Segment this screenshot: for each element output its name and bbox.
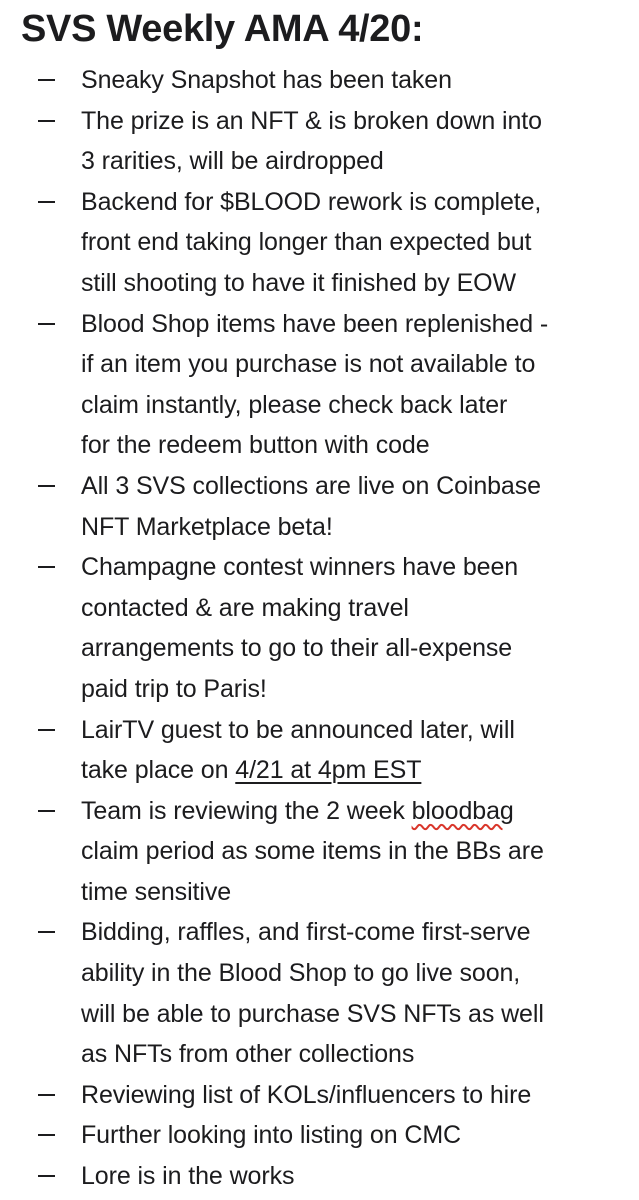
dash-bullet-icon (38, 1175, 55, 1177)
list-item-champagne-contest (0, 547, 639, 709)
list-item-lairtv (0, 710, 639, 791)
list-item-blood-rework (0, 182, 639, 304)
item-line: NFT Marketplace beta! (81, 512, 333, 541)
item-line: arrangements to go to their all-expense (81, 634, 513, 663)
dash-bullet-icon (38, 566, 55, 568)
item-line: Sneaky Snapshot has been taken (81, 66, 452, 94)
item-line: ability in the Blood Shop to go live soon, (81, 959, 521, 988)
bloodbag-prefix-text: Team is reviewing the 2 week (81, 796, 412, 825)
item-line: contacted & are making travel (81, 593, 409, 622)
item-line: Lore is in the works (81, 1162, 295, 1191)
item-line: front end taking longer than expected but (81, 228, 532, 257)
list-item-cmc (0, 1115, 639, 1156)
item-line: will be able to purchase SVS NFTs as well (81, 999, 544, 1028)
item-line-with-date (81, 750, 625, 791)
misspelled-word-bloodbag[interactable]: bloodbag (411, 796, 514, 825)
item-line: Further looking into listing on CMC (81, 1121, 461, 1150)
item-line: claim instantly, please check back later (81, 390, 508, 419)
item-line: as NFTs from other collections (81, 1040, 415, 1069)
dash-bullet-icon (38, 1094, 55, 1096)
item-line: All 3 SVS collections are live on Coinbase (81, 471, 541, 500)
item-line: Champagne contest winners have been (81, 553, 519, 582)
dash-bullet-icon (38, 201, 55, 203)
item-line: if an item you purchase is not available to (81, 350, 536, 379)
dash-bullet-icon (38, 729, 55, 731)
item-line: LairTV guest to be announced later, will (81, 715, 515, 744)
item-line: 3 rarities, will be airdropped (81, 147, 384, 176)
list-item-snapshot (0, 60, 639, 101)
item-line: time sensitive (81, 877, 232, 906)
bullet-list (0, 60, 639, 1197)
item-line: for the redeem button with code (81, 431, 430, 460)
dash-bullet-icon (38, 485, 55, 487)
dash-bullet-icon (38, 810, 55, 812)
list-item-lore (0, 1156, 639, 1197)
dash-bullet-icon (38, 931, 55, 933)
item-line: paid trip to Paris! (81, 674, 267, 703)
date-prefix-text: take place on (81, 756, 236, 785)
note-title: SVS Weekly AMA 4/20: (21, 8, 424, 50)
list-item-prize (0, 101, 639, 182)
item-line: Bidding, raffles, and first-come first-serve (81, 918, 531, 947)
dash-bullet-icon (38, 323, 55, 325)
dash-bullet-icon (38, 120, 55, 122)
list-item-bidding (0, 912, 639, 1074)
item-line: Blood Shop items have been replenished - (81, 309, 549, 338)
item-line-with-flagged-word (81, 791, 625, 832)
list-item-coinbase (0, 466, 639, 547)
item-line: Reviewing list of KOLs/influencers to hire (81, 1080, 532, 1109)
list-item-blood-shop (0, 304, 639, 466)
dash-bullet-icon (38, 79, 55, 81)
item-line: The prize is an NFT & is broken down into (81, 106, 542, 135)
date-link[interactable]: 4/21 at 4pm EST (235, 756, 422, 785)
dash-bullet-icon (38, 1134, 55, 1136)
list-item-bloodbag (0, 791, 639, 913)
item-line: Backend for $BLOOD rework is complete, (81, 187, 542, 216)
item-line: still shooting to have it finished by EOW (81, 268, 516, 297)
list-item-kols (0, 1075, 639, 1116)
item-line: claim period as some items in the BBs are (81, 837, 544, 866)
